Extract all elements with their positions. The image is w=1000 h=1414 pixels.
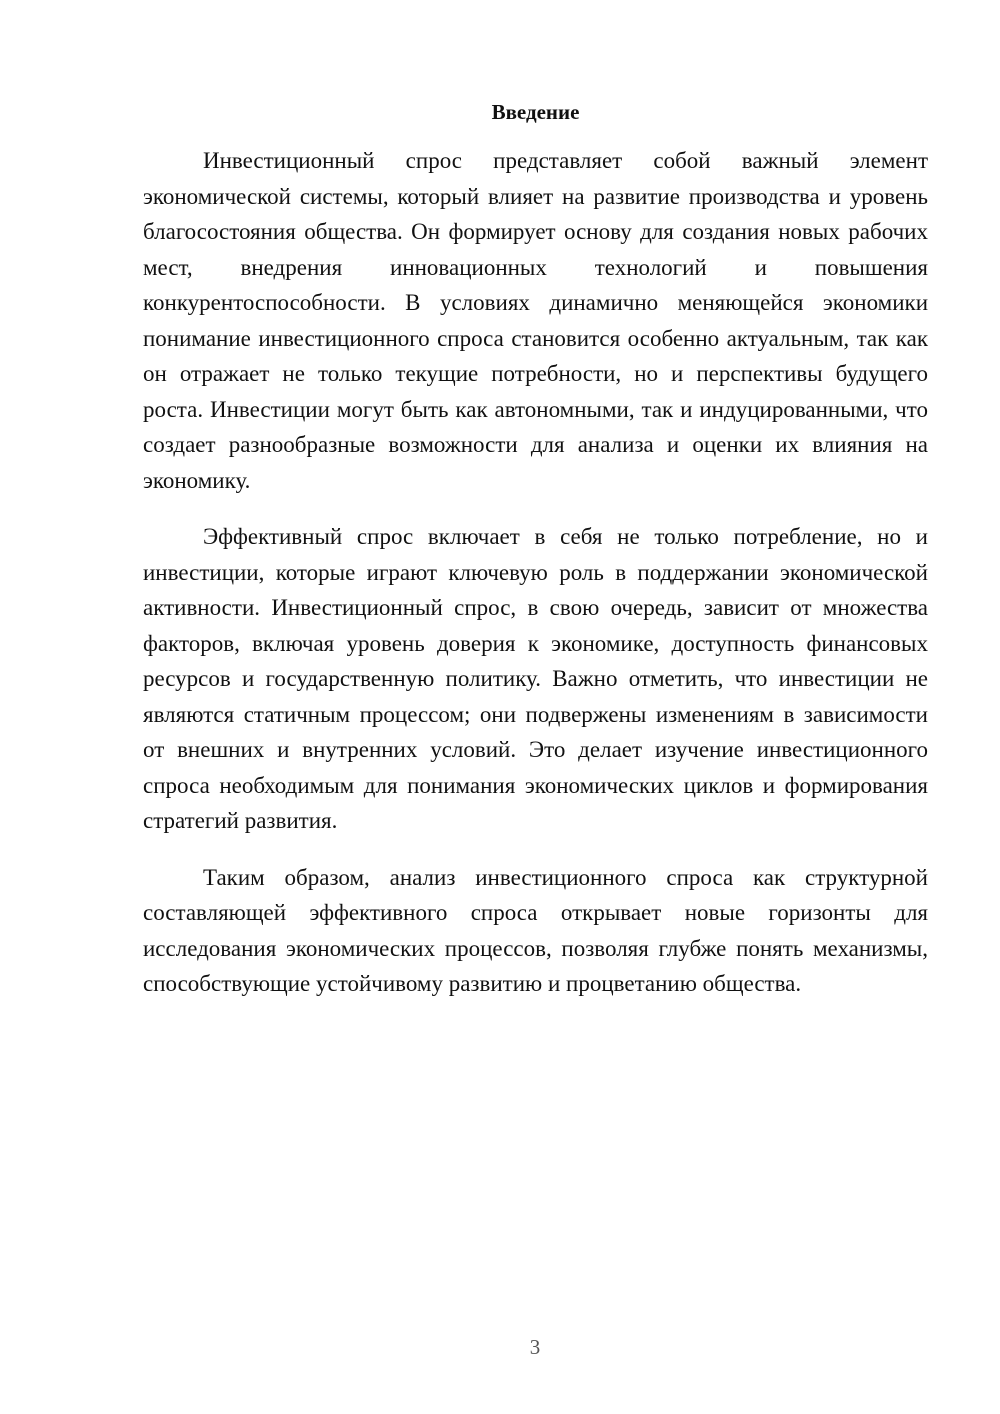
document-body: [143, 143, 928, 1023]
paragraph-2: Эффективный спрос включает в себя не только потребление, но и инвестиции, которые играют ключевую роль в поддержании экономической активности. Инвестиционный спрос, в свою очередь, зависит от множества факторов, включая уровень доверия к экономике, доступность финансовых ресурсов и государственную политику. Важно отметить, что инвестиции не являются статичным процессом; они подвержены изменениям в зависимости от внешних и внутренних условий. Это делает изучение инвестиционного спроса необходимым для понимания экономических циклов и формирования стратегий развития.: [143, 524, 928, 833]
paragraph-1: Инвестиционный спрос представляет собой важный элемент экономической системы, который влияет на развитие производства и уровень благосостояния общества. Он формирует основу для создания новых рабочих мест, внедрения инновационных технологий и повышения конкурентоспособности. В условиях динамично меняющейся экономики понимание инвестиционного спроса становится особенно актуальным, так как он отражает не только текущие потребности, но и перспективы будущего роста. Инвестиции могут быть как автономными, так и индуцированными, что создает разнообразные возможности для анализа и оценки их влияния на экономику.: [143, 148, 928, 493]
page-number: 3: [529, 1335, 541, 1359]
paragraph-3: Таким образом, анализ инвестиционного спроса как структурной составляющей эффективного спроса открывает новые горизонты для исследования экономических процессов, позволяя глубже понять механизмы, способствующие устойчивому развитию и процветанию общества.: [143, 864, 928, 996]
section-heading: Введение: [491, 100, 580, 124]
